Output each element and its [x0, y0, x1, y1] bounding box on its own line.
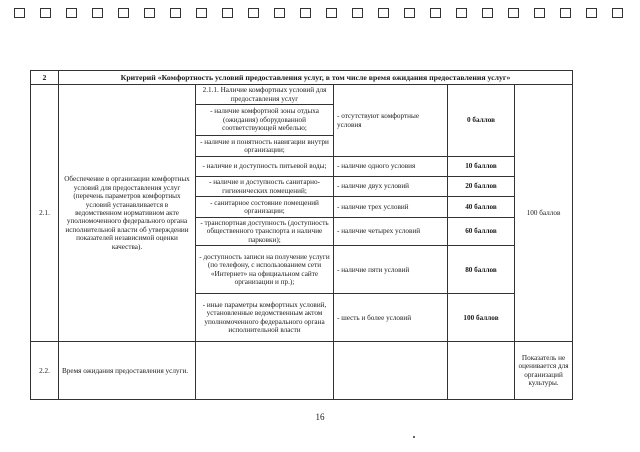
condition-cell: - наличие пяти условий	[334, 246, 448, 294]
binding-hole	[14, 8, 25, 18]
criterion-description: Время ожидания предоставления услуги.	[59, 342, 196, 400]
note-cell: Показатель не оценивается для организаций культуры.	[515, 342, 573, 400]
binding-hole	[248, 8, 259, 18]
binding-hole	[196, 8, 207, 18]
empty-cell	[196, 342, 334, 400]
parameter-cell: - доступность записи на получение услуги (по телефону, с использованием сети «Интернет» на официальном сайте организации и пр.);	[196, 246, 334, 294]
header-number: 2	[31, 71, 59, 85]
binding-hole	[40, 8, 51, 18]
binding-hole	[222, 8, 233, 18]
parameter-cell: - наличие комфортной зоны отдыха (ожидания) оборудованной соответствующей мебелью;	[196, 105, 334, 136]
condition-cell: - наличие четырех условий	[334, 218, 448, 246]
condition-cell: - наличие трех условий	[334, 197, 448, 218]
binding-hole	[326, 8, 337, 18]
criteria-table	[30, 70, 573, 400]
binding-hole	[144, 8, 155, 18]
parameter-cell: - наличие и доступность санитарно-гигиенических помещений;	[196, 177, 334, 197]
condition-cell: - шесть и более условий	[334, 294, 448, 342]
binding-hole	[508, 8, 519, 18]
binding-hole	[430, 8, 441, 18]
parameter-cell: - наличие и понятность навигации внутри организации;	[196, 136, 334, 157]
binding-hole	[300, 8, 311, 18]
parameter-cell: - санитарное состояние помещений организации;	[196, 197, 334, 218]
score-cell: 80 баллов	[448, 246, 515, 294]
binding-hole	[404, 8, 415, 18]
binding-hole	[560, 8, 571, 18]
table-header-row	[31, 71, 573, 85]
score-cell: 20 баллов	[448, 177, 515, 197]
binding-hole	[66, 8, 77, 18]
score-cell: 40 баллов	[448, 197, 515, 218]
binding-hole	[586, 8, 597, 18]
binding-hole	[612, 8, 623, 18]
criterion-description: Обеспечение в организации комфортных условий для предоставления услуг (перечень параметров комфортных условий устанавливается в ведомственном нормативном акте уполномоченного федерального органа исполнительной власти об утверждении показателей независимой оценки качества).	[59, 85, 196, 342]
binding-hole	[170, 8, 181, 18]
score-cell: 10 баллов	[448, 157, 515, 177]
binding-holes	[0, 6, 640, 20]
condition-cell: - наличие двух условий	[334, 177, 448, 197]
binding-hole	[352, 8, 363, 18]
table-row	[31, 85, 573, 105]
row-number: 2.2.	[31, 342, 59, 400]
condition-cell: - отсутствуют комфортные условия	[334, 85, 448, 157]
binding-hole	[92, 8, 103, 18]
binding-hole	[456, 8, 467, 18]
max-score-cell: 100 баллов	[515, 85, 573, 342]
page-number: 16	[315, 412, 325, 422]
parameter-cell: - наличие и доступность питьевой воды;	[196, 157, 334, 177]
binding-hole	[534, 8, 545, 18]
table-row	[31, 342, 573, 400]
binding-hole	[482, 8, 493, 18]
row-number: 2.1.	[31, 85, 59, 342]
parameter-cell: - транспортная доступность (доступность общественного транспорта и наличие парковки);	[196, 218, 334, 246]
empty-cell	[448, 342, 515, 400]
scan-speck	[413, 436, 415, 438]
score-cell: 100 баллов	[448, 294, 515, 342]
score-cell: 60 баллов	[448, 218, 515, 246]
empty-cell	[334, 342, 448, 400]
binding-hole	[378, 8, 389, 18]
condition-cell: - наличие одного условия	[334, 157, 448, 177]
score-cell: 0 баллов	[448, 85, 515, 157]
parameter-cell: - иные параметры комфортных условий, установленные ведомственным актом уполномоченного федерального органа исполнительной власти	[196, 294, 334, 342]
binding-hole	[274, 8, 285, 18]
parameter-cell: 2.1.1. Наличие комфортных условий для предоставления услуг	[196, 85, 334, 105]
header-title: Критерий «Комфортность условий предоставления услуг, в том числе время ожидания предоставления услуг»	[59, 71, 573, 85]
binding-hole	[118, 8, 129, 18]
